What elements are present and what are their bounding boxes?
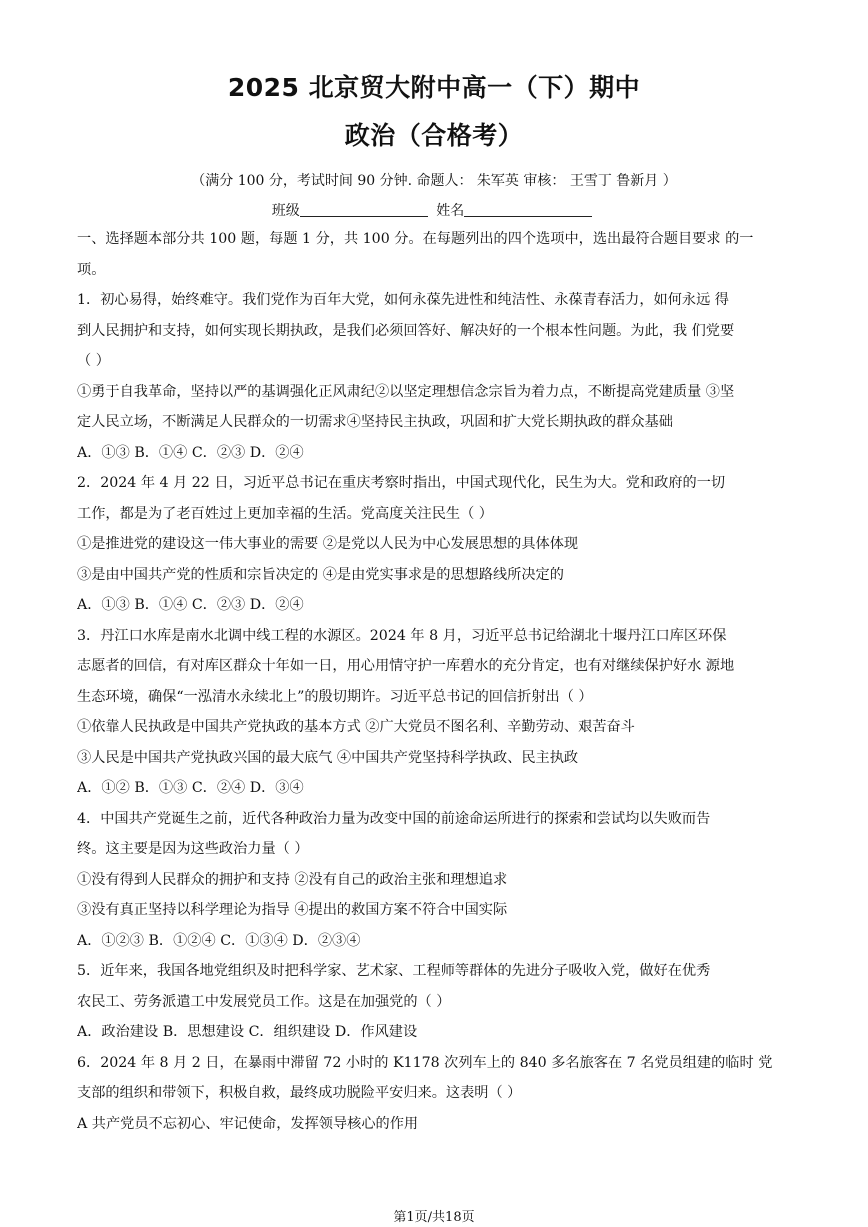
text-line: ③人民是中国共产党执政兴国的最大底气 ④中国共产党坚持科学执政、民主执政 <box>77 749 579 766</box>
text-line: A．①③ B．①④ C．②③ D．②④ <box>77 597 304 613</box>
text-line: 终。这主要是因为这些政治力量（ ） <box>77 841 309 857</box>
text-line: 到人民拥护和支持，如何实现长期执政，是我们必须回答好、解决好的一个根本性问题。为此，我 们党要 <box>77 322 735 339</box>
text-line: A 共产党员不忘初心、牢记使命，发挥领导核心的作用 <box>77 1115 419 1132</box>
text-line: 2．2024 年 4 月 22 日，习近平总书记在重庆考察时指出，中国式现代化，民生为大。党和政府的一切 <box>77 475 726 491</box>
text-line: A．①②③ B．①②④ C．①③④ D．②③④ <box>77 932 361 949</box>
text-line: 一、选择题本部分共 100 题，每题 1 分，共 100 分。在每题列出的四个选项中，选出最符合题目要求 的一 <box>77 231 754 247</box>
text-line: 4．中国共产党诞生之前，近代各种政治力量为改变中国的前途命运所进行的探索和尝试均以失败而告 <box>77 810 711 827</box>
text-line: 5．近年来，我国各地党组织及时把科学家、艺术家、工程师等群体的先进分子吸收入党，做好在优秀 <box>77 963 711 979</box>
text-line: 1．初心易得，始终难守。我们党作为百年大党，如何永葆先进性和纯洁性、永葆青春活力，如何永远 得 <box>77 292 729 308</box>
class-blank <box>300 202 428 217</box>
text-line: ①勇于自我革命，坚持以严的基调强化正风肃纪②以坚定理想信念宗旨为着力点，不断提高党建质量 ③坚 <box>77 383 735 400</box>
text-line: ①没有得到人民群众的拥护和支持 ②没有自己的政治主张和理想追求 <box>77 871 508 888</box>
page-subtitle: 政治（合格考） <box>344 121 524 150</box>
name-label: 姓名 <box>436 203 465 219</box>
name-blank <box>464 202 592 217</box>
text-line: A．①② B．①③ C．②④ D．③④ <box>77 780 304 796</box>
text-line: 6．2024 年 8 月 2 日，在暴雨中滞留 72 小时的 K1178 次列车上的 840 多名旅客在 7 名党员组建的临时 党 <box>77 1054 773 1071</box>
text-line: ①是推进党的建设这一伟大事业的需要 ②是党以人民为中心发展思想的具体体现 <box>77 536 579 552</box>
exam-meta: （满分 100 分，考试时间 90 分钟. 命题人： 朱军英 审核： 王雪丁 鲁新月 ） <box>191 173 677 189</box>
text-line: 支部的组织和带领下，积极自救，最终成功脱险平安归来。这表明（ ） <box>77 1085 522 1101</box>
text-line: A．①③ B．①④ C．②③ D．②④ <box>77 444 304 461</box>
class-name-line <box>0 200 868 220</box>
text-line: ③是由中国共产党的性质和宗旨决定的 ④是由党实事求是的思想路线所决定的 <box>77 566 564 583</box>
text-line: 志愿者的回信，有对库区群众十年如一日，用心用情守护一库碧水的充分肯定，也有对继续保护好水 源地 <box>77 658 735 674</box>
text-line: ①依靠人民执政是中国共产党执政的基本方式 ②广大党员不图名利、辛勤劳动、艰苦奋斗 <box>77 719 635 735</box>
page-title: 2025 北京贸大附中高一（下）期中 <box>227 73 641 102</box>
text-line: 项。 <box>77 261 106 278</box>
text-line: 定人民立场，不断满足人民群众的一切需求④坚持民主执政，巩固和扩大党长期执政的群众基础 <box>77 414 673 430</box>
text-line: 工作，都是为了老百姓过上更加幸福的生活。党高度关注民生（ ） <box>77 505 493 522</box>
text-line: 3．丹江口水库是南水北调中线工程的水源区。2024 年 8 月，习近平总书记给湖北十堰丹江口库区环保 <box>77 627 727 644</box>
text-line: ③没有真正坚持以科学理论为指导 ④提出的救国方案不符合中国实际 <box>77 902 508 918</box>
document-body <box>77 224 791 1139</box>
text-line: 农民工、劳务派遣工中发展党员工作。这是在加强党的（ ） <box>77 993 451 1010</box>
class-label: 班级 <box>271 203 300 219</box>
page-footer: 第1页/共18页 <box>393 1210 475 1225</box>
text-line: 生态环境，确保“一泓清水永续北上”的殷切期许。习近平总书记的回信折射出（ ） <box>77 688 593 705</box>
text-line: （ ） <box>77 353 110 369</box>
text-line: A．政治建设 B．思想建设 C．组织建设 D．作风建设 <box>77 1024 418 1040</box>
